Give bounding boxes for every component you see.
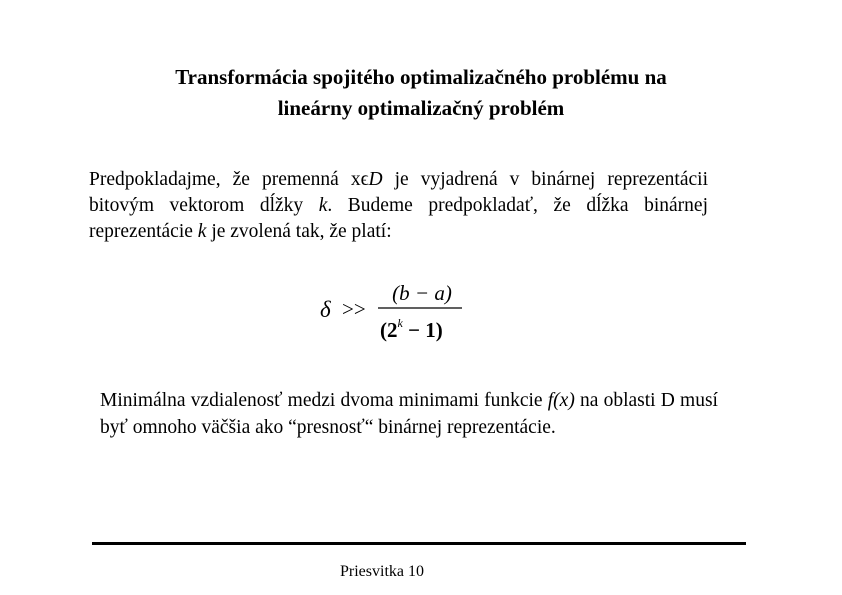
length-variable: k — [318, 195, 328, 216]
precision-formula — [318, 276, 468, 342]
intro-text-4: je zvolená tak, že platí: — [206, 221, 392, 242]
slide-title-line-1: Transformácia spojitého optimalizačného problému na — [175, 65, 667, 89]
denominator-open: (2 — [380, 318, 398, 342]
slide-title-line-2: lineárny optimalizačný problém — [277, 96, 565, 120]
slide-title — [40, 62, 802, 124]
conclusion-text-1: Minimálna vzdialenosť medzi dvoma minimami funkcie — [100, 390, 548, 411]
formula-delta: δ — [320, 297, 331, 322]
domain-variable: D — [368, 169, 383, 190]
element-of-symbol: ϵ — [360, 169, 369, 190]
slide-number: Priesvitka 10 — [340, 563, 424, 580]
conclusion-text-2: na oblasti D musí byť omnoho väčšia ako “presnosť“ binárnej reprezentácie. — [100, 390, 718, 438]
intro-text-2: je vyjadrená v binárnej reprezentácii bitovým vektorom dĺžky — [89, 169, 708, 216]
intro-paragraph — [89, 167, 708, 245]
length-variable: k — [197, 221, 207, 242]
function-notation: f(x) — [547, 390, 575, 411]
formula-relation: >> — [342, 297, 366, 321]
footer-divider — [92, 542, 746, 545]
denominator-close: − 1) — [402, 318, 443, 342]
conclusion-paragraph — [100, 388, 718, 441]
formula-denominator — [380, 316, 443, 342]
formula-numerator: (b − a) — [392, 281, 452, 305]
intro-text-3: . Budeme predpokladať, že dĺžka binárnej reprezentácie — [89, 195, 708, 242]
intro-text-1: Predpokladajme, že premenná x — [89, 169, 361, 190]
denominator-exponent: k — [397, 316, 403, 330]
